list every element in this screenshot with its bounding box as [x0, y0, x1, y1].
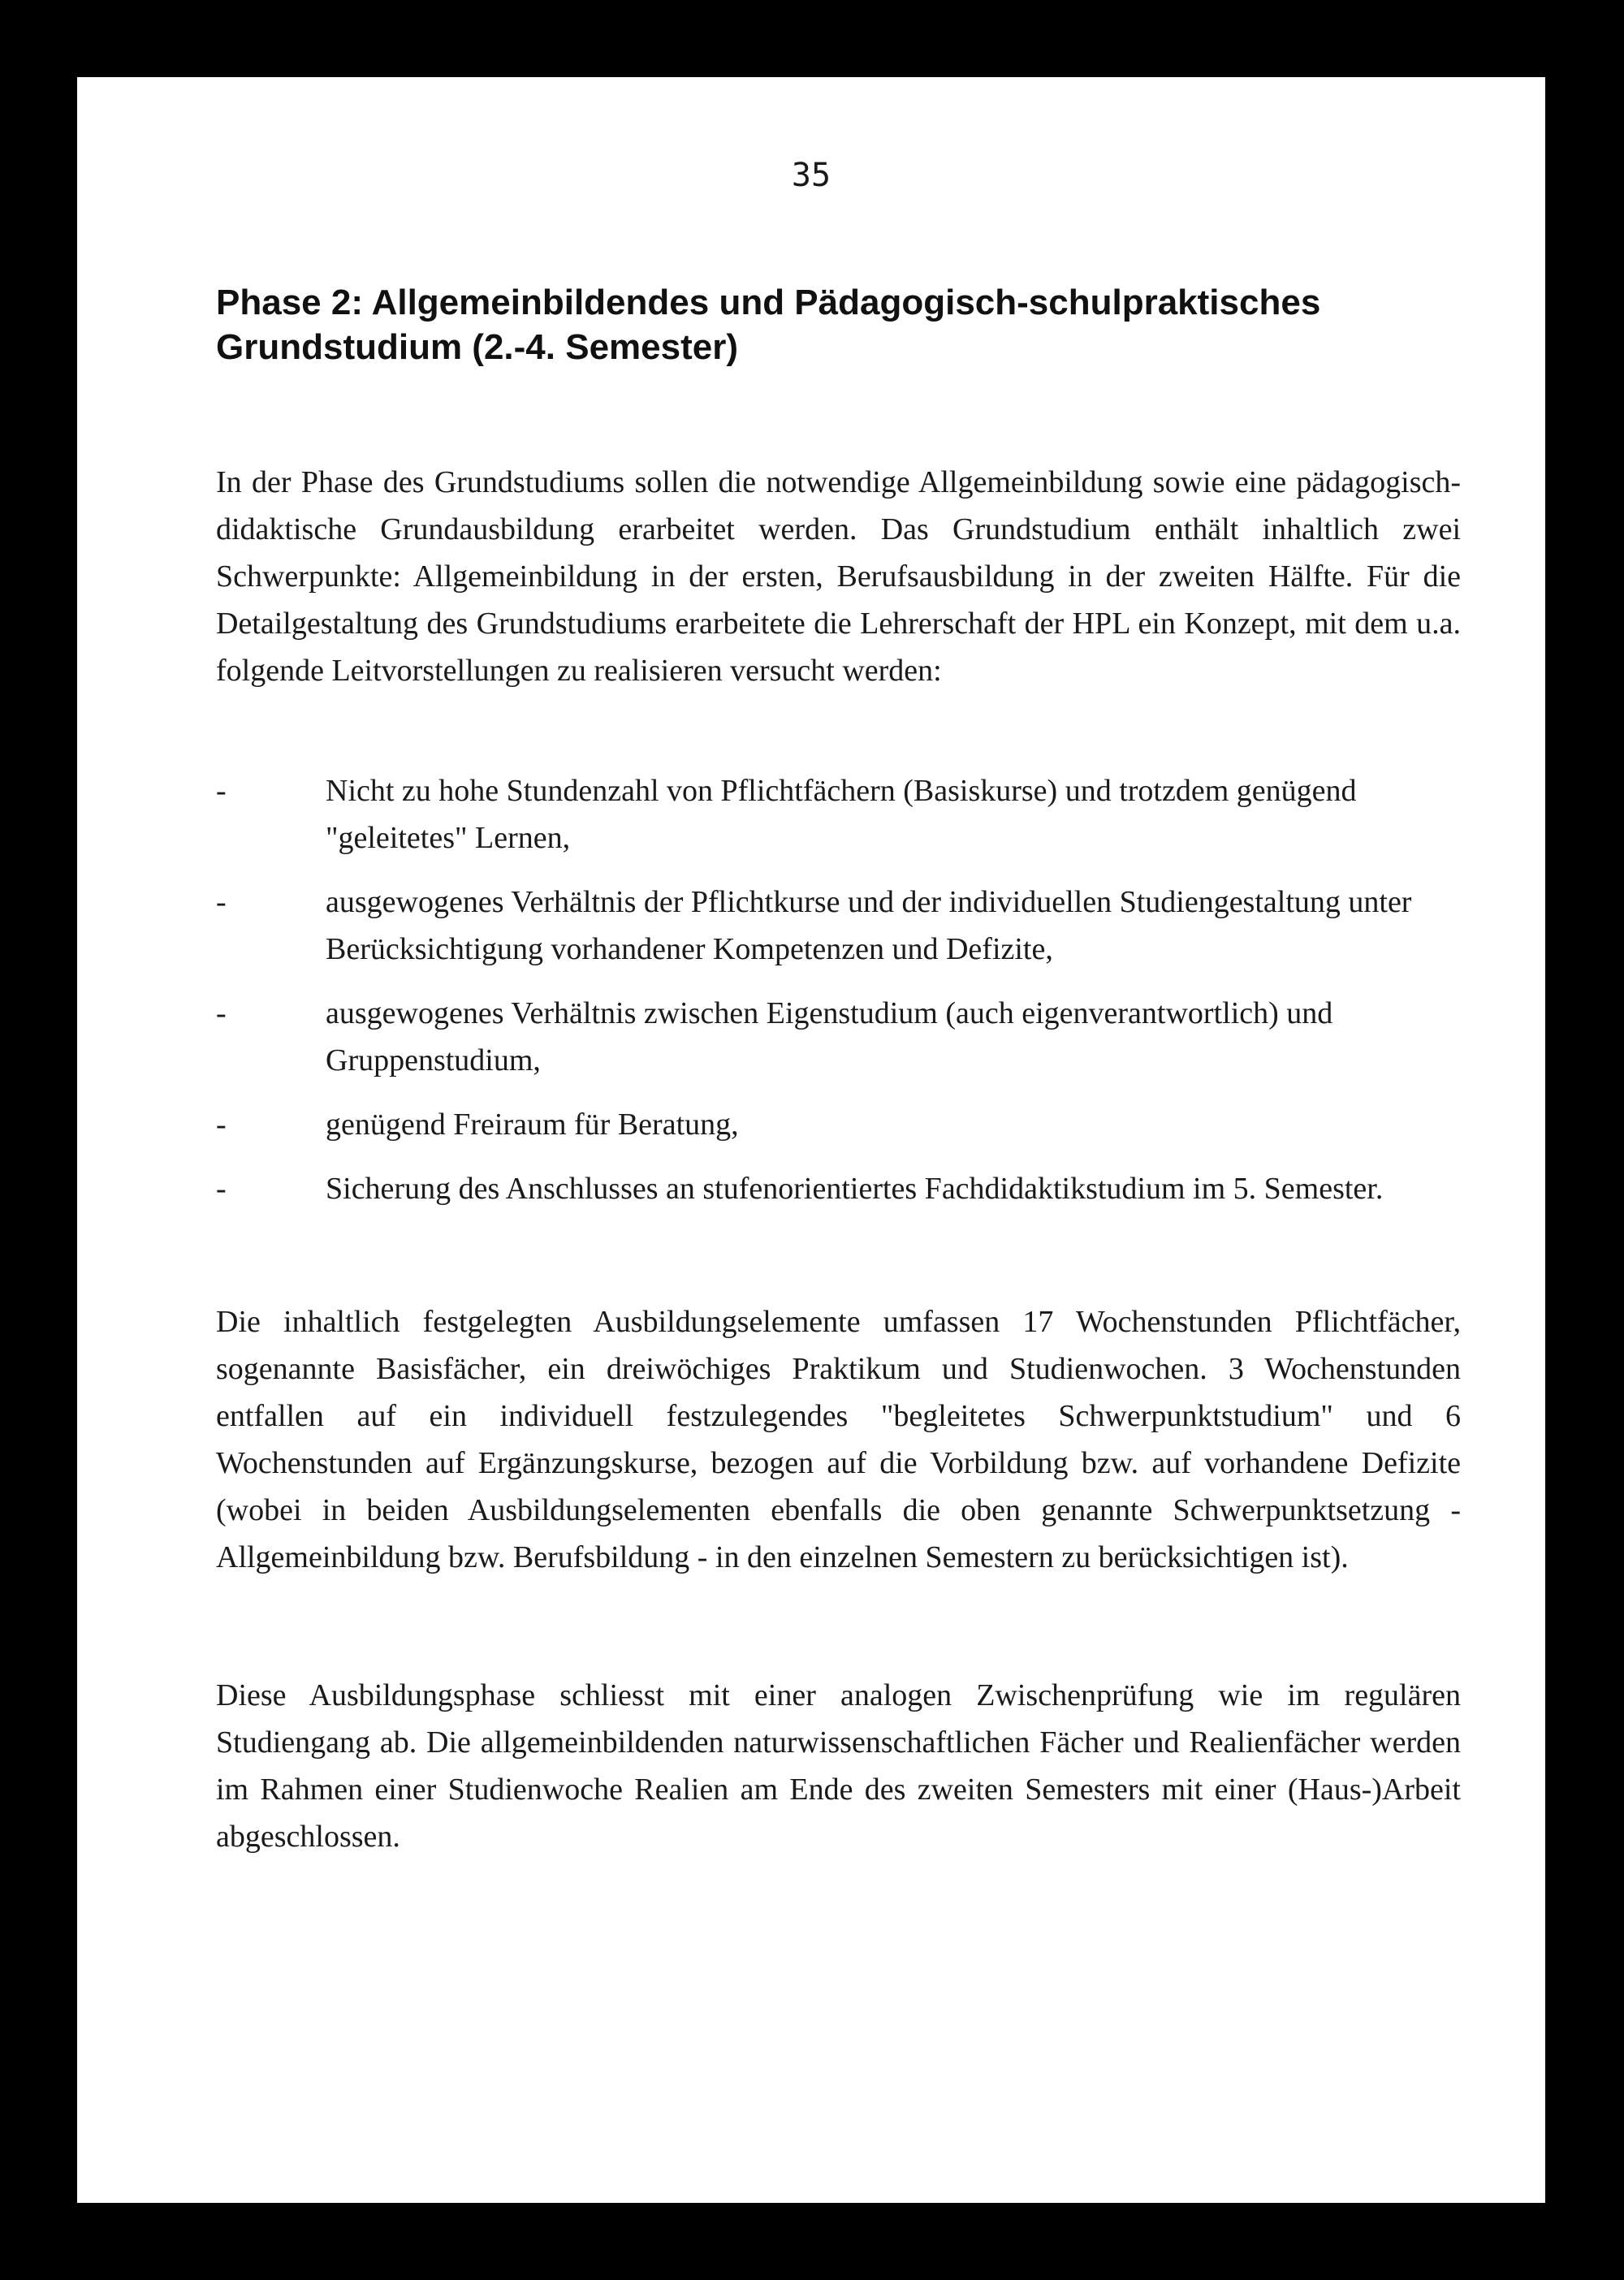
list-item-text: Sicherung des Anschlusses an stufenorientiertes Fachdidaktikstudium im 5. Semester. [326, 1172, 1384, 1206]
list-item-text: genügend Freiraum für Beratung, [326, 1108, 739, 1142]
intro-paragraph: In der Phase des Grundstudiums sollen die notwendige Allgemeinbildung sowie eine pädagogisch-didaktische Grundausbildung erarbeitet werden. Das Grundstudium enthält inhaltlich zwei Schwerpunkte: Allgemeinbildung in der ersten, Berufsausbildung in der zweiten Hälfte. Für die Detailgestaltung des Grundstudiums erarbeitete die Lehrerschaft der HPL ein Konzept, mit dem u.a. folgende Leitvorstellungen zu realisieren versucht werden: [216, 465, 1461, 688]
list-item [216, 990, 1461, 1084]
list-item [216, 879, 1461, 973]
list-item [216, 767, 1461, 861]
list-item [216, 1165, 1461, 1212]
list-item-text: ausgewogenes Verhältnis zwischen Eigenstudium (auch eigenverantwortlich) und Gruppenstudium, [326, 996, 1333, 1077]
list-dash: - [216, 996, 227, 1030]
list-item-text: ausgewogenes Verhältnis der Pflichtkurse und der individuellen Studiengestaltung unter Berücksichtigung vorhandener Kompetenzen und Defizite, [326, 885, 1412, 966]
list-item-text: Nicht zu hohe Stundenzahl von Pflichtfächern (Basiskurse) und trotzdem genügend "geleitetes" Lernen, [326, 774, 1357, 855]
list-dash: - [216, 1108, 227, 1142]
page-number: 35 [791, 157, 831, 194]
list-dash: - [216, 1172, 227, 1206]
closing-paragraph: Diese Ausbildungsphase schliesst mit einer analogen Zwischenprüfung wie im regulären Studiengang ab. Die allgemeinbildenden naturwissenschaftlichen Fächer und Realienfächer werden im Rahmen einer Studienwoche Realien am Ende des zweiten Semesters mit einer (Haus-)Arbeit abgeschlossen. [216, 1678, 1461, 1854]
guidelines-list [216, 767, 1461, 1229]
section-heading: Phase 2: Allgemeinbildendes und Pädagogisch-schulpraktisches Grundstudium (2.-4. Semester) [216, 283, 1321, 367]
list-dash: - [216, 885, 227, 919]
elements-paragraph: Die inhaltlich festgelegten Ausbildungselemente umfassen 17 Wochenstunden Pflichtfächer, sogenannte Basisfächer, ein dreiwöchiges Praktikum und Studienwochen. 3 Wochenstunden entfallen auf ein individuell festzulegendes "begleitetes Schwerpunktstudium" und 6 Wochenstunden auf Ergänzungskurse, bezogen auf die Vorbildung bzw. auf vorhandene Defizite (wobei in beiden Ausbildungselementen ebenfalls die oben genannte Schwerpunktsetzung - Allgemeinbildung bzw. Berufsbildung - in den einzelnen Semestern zu berücksichtigen ist). [216, 1305, 1461, 1574]
document-page [77, 77, 1545, 2203]
list-item [216, 1101, 1461, 1148]
list-dash: - [216, 774, 227, 808]
